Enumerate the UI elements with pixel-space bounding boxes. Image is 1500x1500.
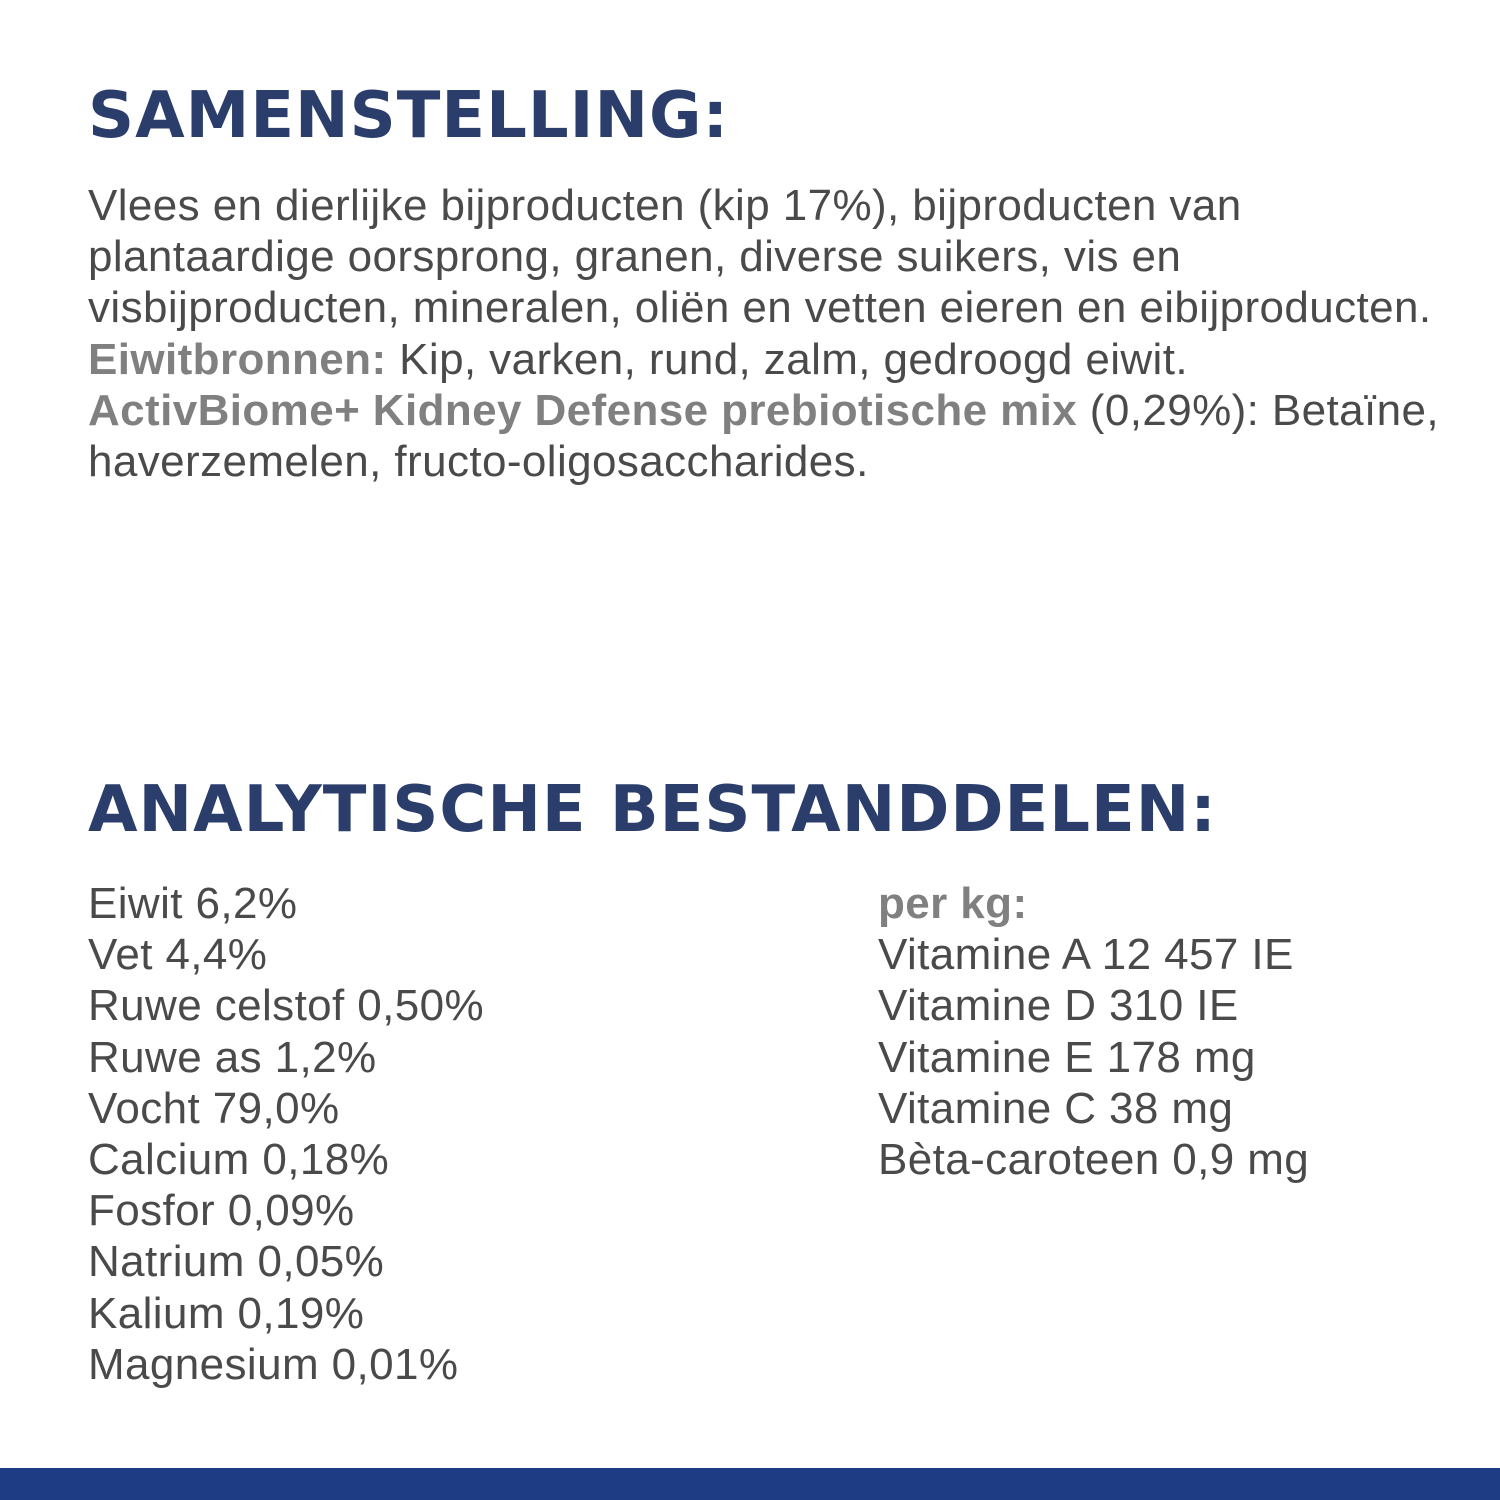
list-item: Vocht 79,0% [88,1083,340,1133]
composition-body-text: Vlees en dierlijke bijproducten (kip 17%), bijproducten van plantaardige oorsprong, granen, diverse suikers, vis en visbijproducten, mineralen, oliën en vetten eieren en eibijproducten. [88,181,1432,333]
list-item: Vitamine D 310 IE [878,981,1239,1031]
prebiotic-mix-text: (0,29%): Betaïne, haverzemelen, fructo-oligosaccharides. [88,385,1440,487]
composition-section [88,180,1468,487]
list-item: Eiwit 6,2% [88,879,298,928]
analytical-constituents-list [88,878,484,1390]
list-item: Fosfor 0,09% [88,1186,355,1236]
list-item: Natrium 0,05% [88,1237,385,1287]
list-item: Vitamine A 12 457 IE [878,930,1294,980]
list-item: Kalium 0,19% [88,1288,365,1338]
prebiotic-mix-label: ActivBiome+ Kidney Defense prebiotische mix [88,385,1078,435]
vitamins-per-kg-list [878,878,1309,1185]
protein-sources-text: Kip, varken, rund, zalm, gedroogd eiwit. [386,334,1188,384]
list-item: Bèta-caroteen 0,9 mg [878,1135,1310,1185]
per-kg-label: per kg: [878,879,1028,928]
list-item: Ruwe as 1,2% [88,1032,377,1082]
list-item: Magnesium 0,01% [88,1339,459,1389]
composition-body [88,180,1468,487]
footer-bar [0,1468,1500,1500]
list-item: Vitamine C 38 mg [878,1083,1234,1133]
list-item: Ruwe celstof 0,50% [88,981,485,1031]
protein-sources-label: Eiwitbronnen: [88,334,387,384]
composition-heading: SAMENSTELLING: [88,79,730,153]
list-item: Calcium 0,18% [88,1135,390,1185]
analytical-heading: ANALYTISCHE BESTANDDELEN: [88,773,1217,847]
list-item: Vet 4,4% [88,930,268,980]
list-item: Vitamine E 178 mg [878,1032,1256,1082]
